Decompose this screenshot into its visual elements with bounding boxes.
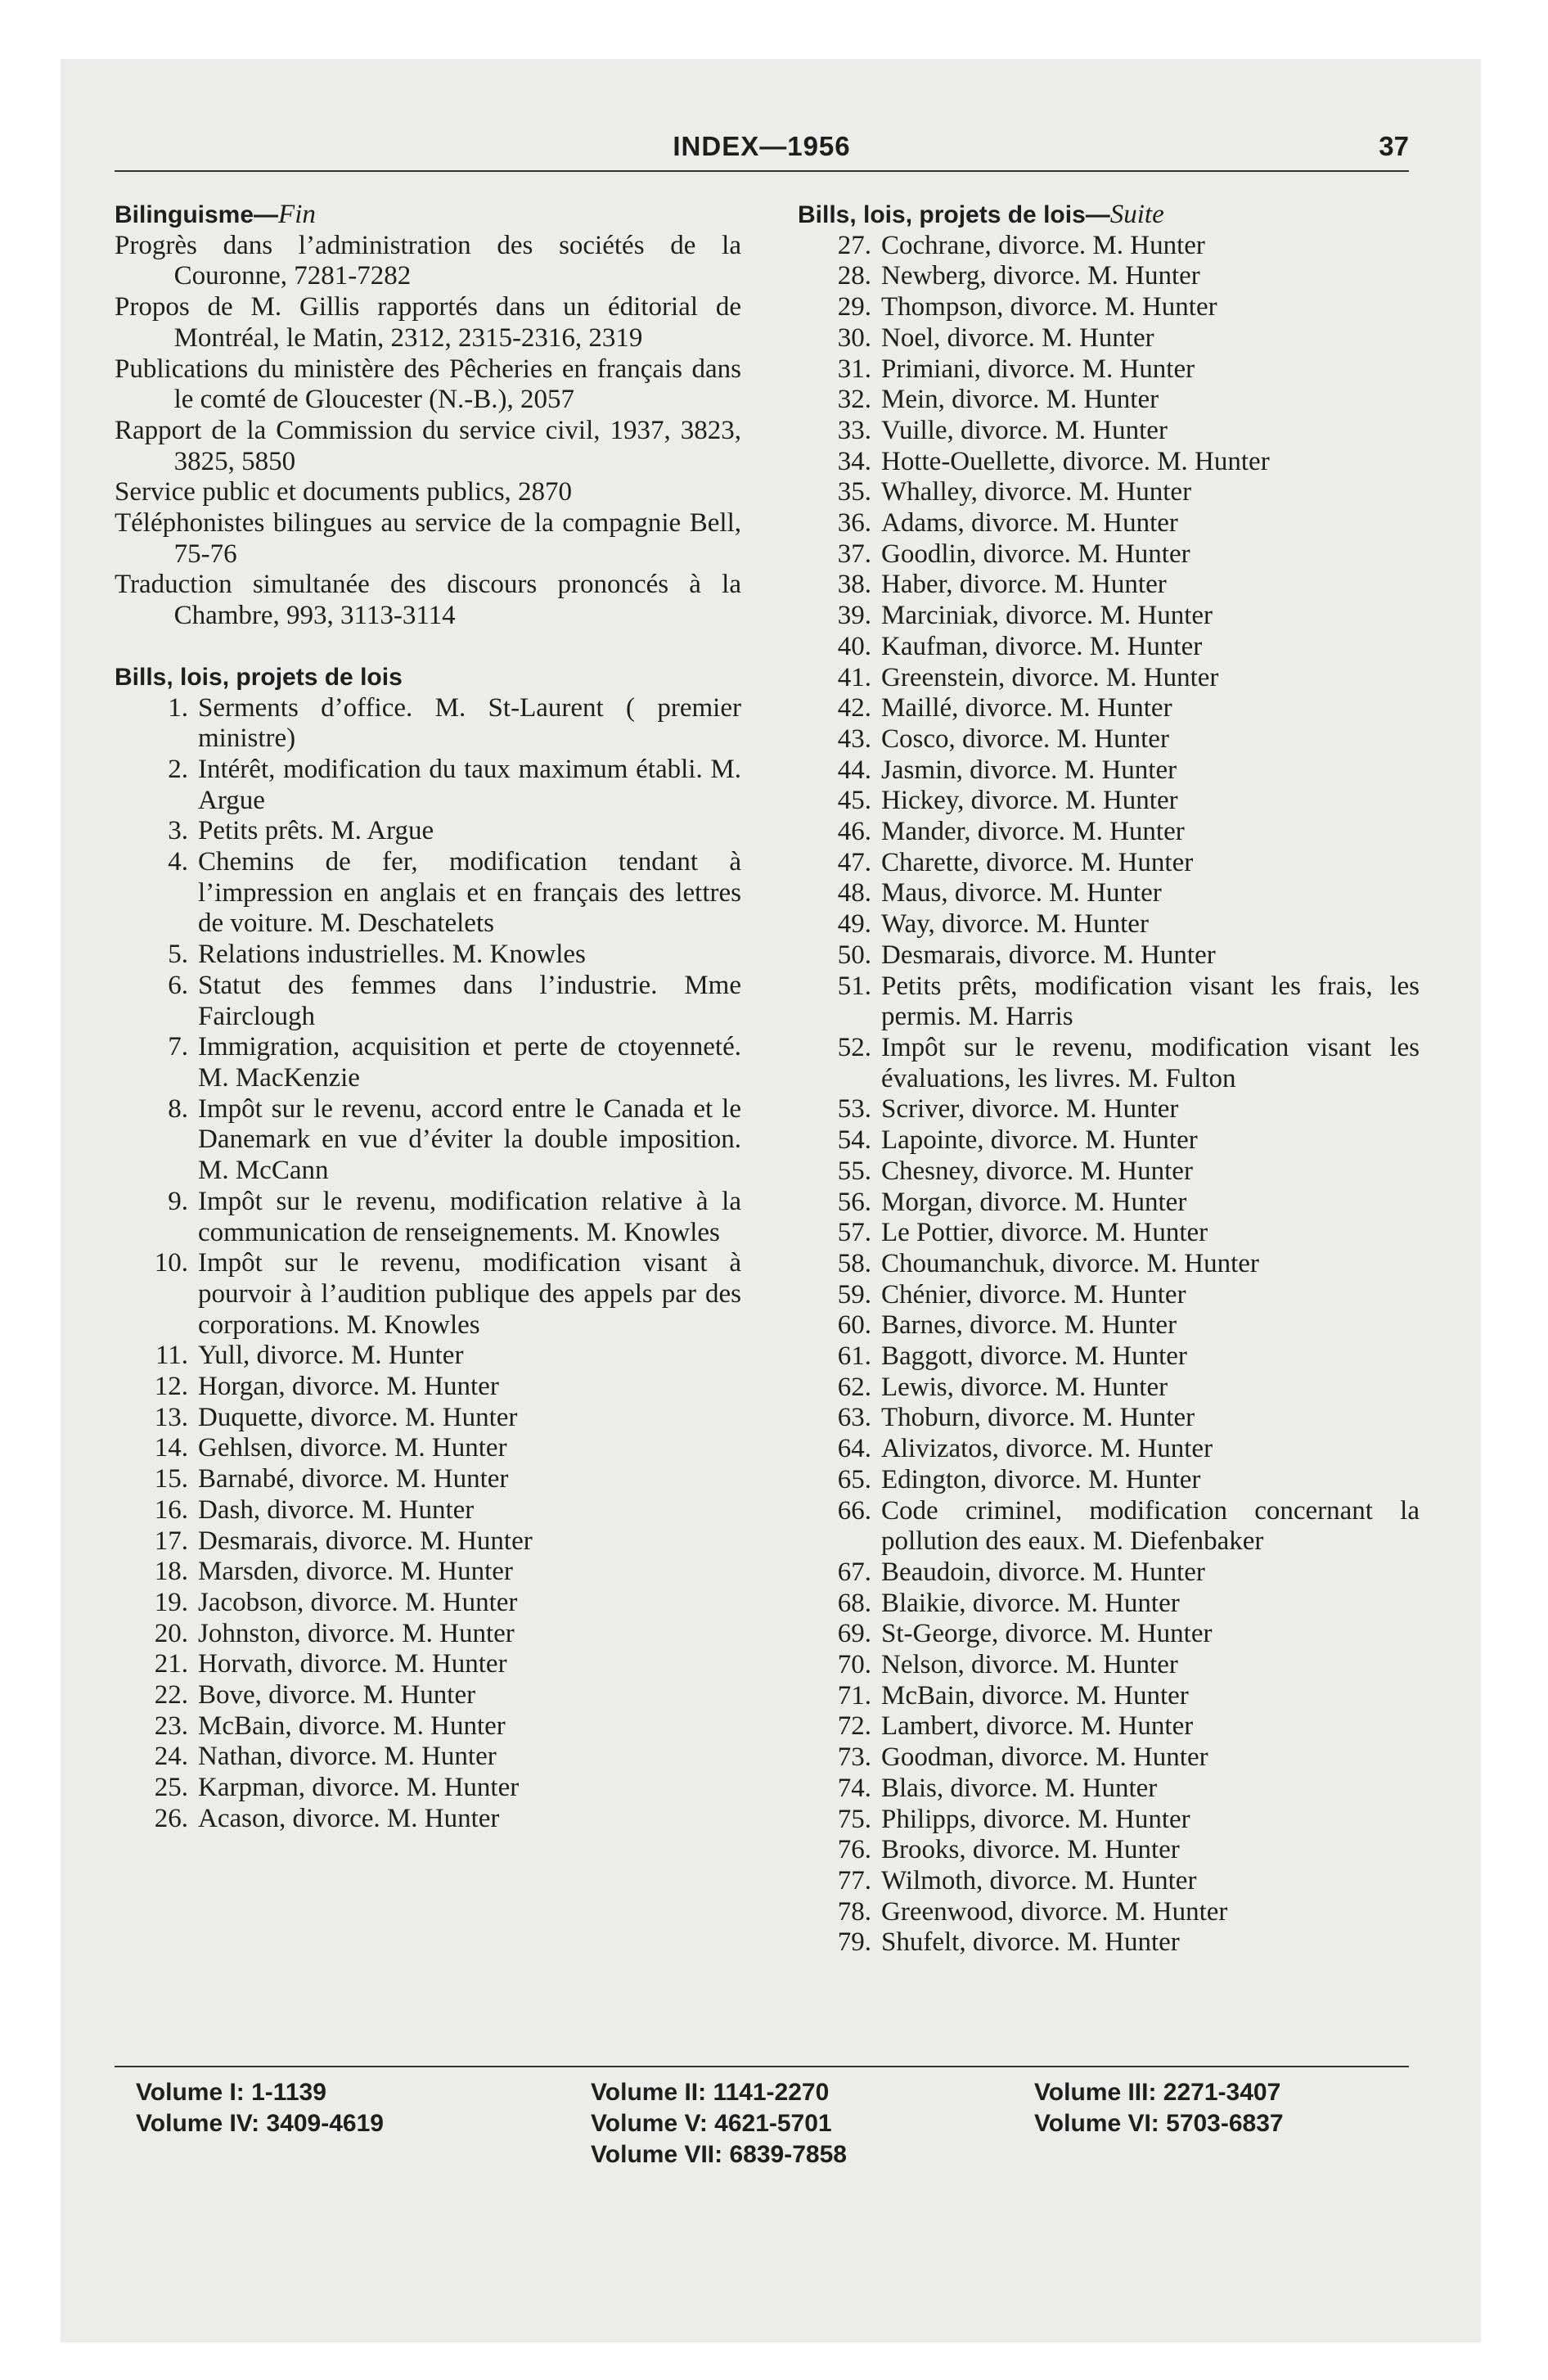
- bill-number: 1.: [168, 692, 188, 723]
- bill-item: [115, 1619, 741, 1650]
- bill-item: [798, 1897, 1420, 1928]
- bills-list-left: [115, 693, 741, 1835]
- bill-title: Thoburn, divorce. M. Hunter: [881, 1403, 1195, 1433]
- section-heading-bills-suite: [798, 200, 1420, 231]
- bill-title: Shufelt, divorce. M. Hunter: [881, 1927, 1180, 1958]
- bill-title: Scriver, divorce. M. Hunter: [881, 1094, 1179, 1125]
- bill-number: 21.: [154, 1649, 188, 1679]
- bill-item: [798, 1125, 1420, 1156]
- bill-title: Greenstein, divorce. M. Hunter: [881, 662, 1219, 692]
- bill-number: 77.: [837, 1865, 871, 1895]
- bill-title: Immigration, acquisition et perte de ctoyenneté. M. MacKenzie: [198, 1032, 741, 1093]
- bill-number: 52.: [837, 1032, 871, 1062]
- bill-title: Chesney, divorce. M. Hunter: [881, 1156, 1193, 1186]
- bill-number: 8.: [168, 1093, 188, 1124]
- bill-number: 67.: [837, 1557, 871, 1587]
- bill-number: 11.: [155, 1341, 188, 1371]
- bill-number: 59.: [837, 1279, 871, 1309]
- bill-item: [798, 385, 1420, 416]
- bill-number: 41.: [837, 662, 871, 692]
- bill-title: Karpman, divorce. M. Hunter: [198, 1773, 520, 1803]
- bill-number: 14.: [154, 1433, 188, 1463]
- bill-number: 62.: [837, 1372, 871, 1402]
- bill-number: 40.: [837, 631, 871, 661]
- bill-item: [798, 1742, 1420, 1774]
- bill-title: Adams, divorce. M. Hunter: [881, 508, 1178, 539]
- bill-title: McBain, divorce. M. Hunter: [198, 1711, 506, 1741]
- index-entry: Traduction simultanée des discours prononcés à la Chambre, 993, 3113-3114: [115, 570, 741, 631]
- bill-item: [115, 816, 741, 847]
- bill-item: [115, 1742, 741, 1773]
- page-header: [115, 131, 1409, 170]
- bill-number: 39.: [837, 601, 871, 631]
- bill-item: [798, 1835, 1420, 1866]
- bill-number: 76.: [837, 1835, 871, 1865]
- bill-item: [798, 1927, 1420, 1959]
- volume-label: Volume IV: 3409-4619: [136, 2110, 384, 2137]
- left-column: [115, 200, 741, 1835]
- index-entry: Publications du ministère des Pêcheries en français dans le comté de Gloucester (N.-B.), 2057: [115, 354, 741, 415]
- bill-item: [798, 1310, 1420, 1341]
- bill-item: [798, 940, 1420, 971]
- bill-item: [798, 1589, 1420, 1620]
- bill-item: [798, 1218, 1420, 1249]
- bill-number: 75.: [837, 1804, 871, 1834]
- bill-number: 32.: [837, 385, 871, 415]
- bill-title: Wilmoth, divorce. M. Hunter: [881, 1865, 1197, 1895]
- bill-item: [115, 1464, 741, 1495]
- bill-item: [115, 1495, 741, 1526]
- bill-number: 79.: [837, 1927, 871, 1958]
- bill-item: [798, 1373, 1420, 1404]
- bill-item: [798, 323, 1420, 354]
- index-title: INDEX—1956: [673, 131, 851, 161]
- bill-number: 63.: [837, 1403, 871, 1433]
- bill-title: Jasmin, divorce. M. Hunter: [881, 755, 1177, 785]
- volume-list-col1: [136, 2077, 384, 2139]
- bill-item: [798, 1711, 1420, 1742]
- bill-number: 36.: [837, 508, 871, 539]
- bill-title: Chénier, divorce. M. Hunter: [881, 1279, 1186, 1309]
- bill-item: [798, 909, 1420, 940]
- bill-number: 70.: [837, 1650, 871, 1680]
- bill-item: [115, 1032, 741, 1093]
- bill-item: [115, 1711, 741, 1742]
- bill-title: Whalley, divorce. M. Hunter: [881, 477, 1192, 507]
- bill-item: [798, 1094, 1420, 1125]
- bill-title: Hotte-Ouellette, divorce. M. Hunter: [881, 446, 1270, 476]
- bill-item: [798, 724, 1420, 755]
- bill-number: 3.: [168, 816, 188, 846]
- bill-title: Barnabé, divorce. M. Hunter: [198, 1464, 509, 1494]
- bill-item: [115, 1773, 741, 1804]
- bill-number: 35.: [837, 477, 871, 507]
- bill-number: 50.: [837, 940, 871, 970]
- bill-item: [115, 847, 741, 940]
- volume-label: Volume I: 1-1139: [136, 2079, 326, 2106]
- bill-title: Blais, divorce. M. Hunter: [881, 1773, 1158, 1803]
- bill-title: Desmarais, divorce. M. Hunter: [198, 1526, 533, 1556]
- bill-title: Charette, divorce. M. Hunter: [881, 847, 1194, 877]
- bill-number: 25.: [154, 1773, 188, 1803]
- bill-item: [798, 292, 1420, 323]
- bill-item: [115, 940, 741, 971]
- bill-item: [798, 1465, 1420, 1496]
- bill-title: Maus, divorce. M. Hunter: [881, 878, 1162, 908]
- bill-item: [798, 1496, 1420, 1557]
- bill-number: 17.: [154, 1526, 188, 1556]
- bill-title: Mein, divorce. M. Hunter: [881, 385, 1159, 415]
- bill-number: 56.: [837, 1187, 871, 1217]
- bill-number: 18.: [154, 1557, 188, 1587]
- bill-title: Maillé, divorce. M. Hunter: [881, 693, 1172, 723]
- bill-item: [798, 1033, 1420, 1094]
- bill-number: 49.: [837, 909, 871, 940]
- bill-number: 43.: [837, 723, 871, 754]
- volume-label: Volume V: 4621-5701: [591, 2110, 832, 2137]
- bill-title: Barnes, divorce. M. Hunter: [881, 1310, 1177, 1341]
- bill-item: [798, 817, 1420, 848]
- bill-number: 78.: [837, 1896, 871, 1927]
- bill-item: [115, 1372, 741, 1403]
- bill-number: 65.: [837, 1464, 871, 1494]
- bill-item: [798, 1866, 1420, 1897]
- bill-number: 9.: [168, 1186, 188, 1216]
- bill-number: 33.: [837, 415, 871, 445]
- bill-number: 51.: [837, 971, 871, 1001]
- bill-title: Petits prêts. M. Argue: [198, 816, 434, 846]
- bill-number: 53.: [837, 1094, 871, 1125]
- bill-title: Chemins de fer, modification tendant à l’impression en anglais et en français des lettres de voiture. M. Deschatelets: [198, 847, 741, 939]
- bill-title: Petits prêts, modification visant les frais, les permis. M. Harris: [881, 971, 1420, 1032]
- bill-title: Johnston, divorce. M. Hunter: [198, 1618, 515, 1648]
- bill-title: Way, divorce. M. Hunter: [881, 909, 1149, 940]
- bill-number: 45.: [837, 786, 871, 816]
- bill-title: Marsden, divorce. M. Hunter: [198, 1557, 513, 1587]
- bill-number: 6.: [168, 970, 188, 1000]
- bill-title: Goodman, divorce. M. Hunter: [881, 1742, 1208, 1773]
- bill-item: [798, 539, 1420, 570]
- bill-item: [115, 1248, 741, 1341]
- bill-item: [798, 693, 1420, 724]
- bill-title: Impôt sur le revenu, modification visant à pourvoir à l’audition publique des appels par des corporations. M. Knowles: [198, 1248, 741, 1340]
- bill-number: 73.: [837, 1742, 871, 1773]
- bill-number: 23.: [154, 1711, 188, 1741]
- bill-number: 19.: [154, 1587, 188, 1617]
- section-title: Bilinguisme—: [115, 201, 279, 228]
- bill-title: Noel, divorce. M. Hunter: [881, 322, 1154, 353]
- bill-item: [115, 1403, 741, 1434]
- bill-title: Morgan, divorce. M. Hunter: [881, 1187, 1187, 1217]
- volume-label: Volume II: 1141-2270: [591, 2079, 830, 2106]
- bill-item: [798, 1681, 1420, 1712]
- bill-number: 64.: [837, 1434, 871, 1464]
- bill-item: [115, 1187, 741, 1248]
- bill-item: [115, 693, 741, 755]
- bill-title: Acason, divorce. M. Hunter: [198, 1803, 500, 1833]
- bills-list-right: [798, 231, 1420, 1959]
- bill-item: [798, 848, 1420, 879]
- index-entry: Service public et documents publics, 2870: [115, 477, 573, 507]
- bill-number: 27.: [837, 230, 871, 260]
- bill-item: [115, 755, 741, 816]
- bill-title: Le Pottier, divorce. M. Hunter: [881, 1218, 1208, 1248]
- bill-title: Greenwood, divorce. M. Hunter: [881, 1896, 1228, 1927]
- bill-item: [798, 416, 1420, 447]
- bill-number: 57.: [837, 1218, 871, 1248]
- bill-title: Haber, divorce. M. Hunter: [881, 570, 1167, 600]
- bill-title: Cosco, divorce. M. Hunter: [881, 723, 1169, 754]
- bill-title: Relations industrielles. M. Knowles: [198, 940, 586, 970]
- bill-number: 20.: [154, 1618, 188, 1648]
- bill-number: 34.: [837, 446, 871, 476]
- bill-item: [115, 1804, 741, 1835]
- bill-item: [798, 447, 1420, 478]
- bill-item: [115, 1094, 741, 1187]
- bill-item: [115, 1680, 741, 1711]
- bill-number: 47.: [837, 847, 871, 877]
- bill-number: 5.: [168, 940, 188, 970]
- bill-title: Alivizatos, divorce. M. Hunter: [881, 1434, 1213, 1464]
- bill-title: Nathan, divorce. M. Hunter: [198, 1742, 497, 1772]
- bill-item: [798, 477, 1420, 508]
- bill-number: 60.: [837, 1310, 871, 1341]
- bill-number: 13.: [154, 1402, 188, 1432]
- bill-number: 61.: [837, 1341, 871, 1372]
- bill-number: 28.: [837, 261, 871, 291]
- bill-title: Lapointe, divorce. M. Hunter: [881, 1125, 1198, 1156]
- index-entry: Progrès dans l’administration des sociétés de la Couronne, 7281-7282: [115, 230, 741, 291]
- bill-item: [798, 1249, 1420, 1280]
- bill-title: Lambert, divorce. M. Hunter: [881, 1711, 1194, 1742]
- bilinguisme-entries: [115, 231, 741, 632]
- bill-title: Code criminel, modification concernant la pollution des eaux. M. Diefenbaker: [881, 1495, 1420, 1557]
- bill-number: 26.: [154, 1803, 188, 1833]
- bill-title: Gehlsen, divorce. M. Hunter: [198, 1433, 507, 1463]
- bill-title: McBain, divorce. M. Hunter: [881, 1680, 1189, 1711]
- bill-item: [798, 878, 1420, 909]
- bill-title: Intérêt, modification du taux maximum établi. M. Argue: [198, 754, 741, 815]
- bill-number: 54.: [837, 1125, 871, 1156]
- bill-title: Kaufman, divorce. M. Hunter: [881, 631, 1203, 661]
- bill-number: 7.: [168, 1032, 188, 1062]
- bill-title: Serments d’office. M. St-Laurent ( premier ministre): [198, 692, 741, 754]
- bill-number: 30.: [837, 322, 871, 353]
- bill-number: 15.: [154, 1464, 188, 1494]
- bill-title: Nelson, divorce. M. Hunter: [881, 1650, 1178, 1680]
- bill-title: Yull, divorce. M. Hunter: [198, 1341, 464, 1371]
- bill-item: [115, 1341, 741, 1372]
- bill-number: 12.: [154, 1372, 188, 1402]
- bill-item: [798, 1774, 1420, 1805]
- bill-item: [798, 663, 1420, 694]
- bill-title: Impôt sur le revenu, modification visant les évaluations, les livres. M. Fulton: [881, 1032, 1420, 1093]
- bill-title: Horvath, divorce. M. Hunter: [198, 1649, 507, 1679]
- bill-item: [798, 1434, 1420, 1465]
- bill-title: Vuille, divorce. M. Hunter: [881, 415, 1168, 445]
- footer-rule: [115, 2066, 1409, 2067]
- bill-title: Primiani, divorce. M. Hunter: [881, 354, 1195, 384]
- index-entry: Propos de M. Gillis rapportés dans un éditorial de Montréal, le Matin, 2312, 2315-2316, 2319: [115, 292, 741, 353]
- bill-item: [115, 1526, 741, 1557]
- bill-number: 55.: [837, 1156, 871, 1186]
- volume-label: Volume VI: 5703-6837: [1034, 2110, 1284, 2137]
- bill-item: [798, 755, 1420, 787]
- bill-item: [798, 508, 1420, 539]
- bill-title: Impôt sur le revenu, accord entre le Canada et le Danemark en vue d’éviter la double imposition. M. McCann: [198, 1093, 741, 1186]
- volume-label: Volume III: 2271-3407: [1034, 2079, 1281, 2106]
- section-title: Bills, lois, projets de lois—: [798, 201, 1110, 228]
- bill-number: 58.: [837, 1248, 871, 1278]
- bill-item: [798, 1280, 1420, 1311]
- bill-title: Beaudoin, divorce. M. Hunter: [881, 1557, 1205, 1587]
- bill-title: Mander, divorce. M. Hunter: [881, 817, 1185, 847]
- bill-title: Desmarais, divorce. M. Hunter: [881, 940, 1216, 970]
- bill-title: Goodlin, divorce. M. Hunter: [881, 539, 1190, 569]
- bill-number: 68.: [837, 1588, 871, 1618]
- bill-number: 10.: [154, 1248, 188, 1278]
- bill-number: 42.: [837, 693, 871, 723]
- bill-item: [798, 261, 1420, 292]
- bill-item: [798, 1188, 1420, 1219]
- bill-title: Cochrane, divorce. M. Hunter: [881, 230, 1205, 260]
- bill-number: 22.: [154, 1680, 188, 1711]
- bill-item: [798, 1619, 1420, 1650]
- bill-item: [798, 1403, 1420, 1434]
- bill-item: [798, 786, 1420, 817]
- bill-title: Philipps, divorce. M. Hunter: [881, 1804, 1190, 1834]
- bill-title: Dash, divorce. M. Hunter: [198, 1494, 475, 1525]
- bill-number: 4.: [168, 847, 188, 877]
- bill-title: Horgan, divorce. M. Hunter: [198, 1372, 499, 1402]
- bill-number: 69.: [837, 1619, 871, 1649]
- bill-item: [798, 632, 1420, 663]
- bill-number: 44.: [837, 755, 871, 785]
- bill-item: [115, 1588, 741, 1619]
- volume-list-col3: [1034, 2077, 1284, 2139]
- section-title-suffix: Fin: [278, 200, 316, 229]
- bill-number: 31.: [837, 354, 871, 384]
- bill-title: Statut des femmes dans l’industrie. Mme Fairclough: [198, 970, 741, 1031]
- bill-number: 2.: [168, 754, 188, 784]
- bill-item: [115, 971, 741, 1032]
- bill-item: [798, 601, 1420, 632]
- bill-title: Baggott, divorce. M. Hunter: [881, 1341, 1187, 1372]
- volume-list-col2: [591, 2077, 847, 2170]
- index-entry: Téléphonistes bilingues au service de la compagnie Bell, 75-76: [115, 508, 741, 569]
- bill-number: 72.: [837, 1711, 871, 1742]
- bill-item: [798, 1156, 1420, 1188]
- bill-item: [798, 1805, 1420, 1836]
- bill-title: St-George, divorce. M. Hunter: [881, 1619, 1213, 1649]
- bill-title: Impôt sur le revenu, modification relative à la communication de renseignements. M. Knowles: [198, 1186, 741, 1247]
- bill-number: 24.: [154, 1742, 188, 1772]
- bill-title: Bove, divorce. M. Hunter: [198, 1680, 476, 1711]
- bill-number: 66.: [837, 1495, 871, 1526]
- bill-item: [115, 1557, 741, 1588]
- bill-title: Newberg, divorce. M. Hunter: [881, 261, 1200, 291]
- bill-title: Marciniak, divorce. M. Hunter: [881, 601, 1213, 631]
- bill-title: Edington, divorce. M. Hunter: [881, 1464, 1201, 1494]
- bill-number: 71.: [837, 1680, 871, 1711]
- bill-item: [798, 1650, 1420, 1681]
- bill-item: [798, 1557, 1420, 1589]
- bill-title: Lewis, divorce. M. Hunter: [881, 1372, 1168, 1402]
- bill-number: 48.: [837, 878, 871, 908]
- bill-title: Blaikie, divorce. M. Hunter: [881, 1588, 1180, 1618]
- bill-number: 46.: [837, 817, 871, 847]
- bill-title: Thompson, divorce. M. Hunter: [881, 292, 1217, 322]
- bill-title: Hickey, divorce. M. Hunter: [881, 786, 1178, 816]
- bill-number: 38.: [837, 570, 871, 600]
- bill-title: Brooks, divorce. M. Hunter: [881, 1835, 1180, 1865]
- header-rule: [115, 170, 1409, 172]
- volume-label: Volume VII: 6839-7858: [591, 2141, 847, 2168]
- bill-item: [798, 570, 1420, 601]
- bill-item: [798, 1341, 1420, 1373]
- bill-number: 74.: [837, 1773, 871, 1803]
- bill-title: Duquette, divorce. M. Hunter: [198, 1402, 518, 1432]
- right-column: [798, 200, 1420, 1959]
- bill-title: Choumanchuk, divorce. M. Hunter: [881, 1248, 1259, 1278]
- bill-number: 37.: [837, 539, 871, 569]
- section-heading-bills: Bills, lois, projets de lois: [115, 663, 403, 691]
- bill-item: [115, 1433, 741, 1464]
- bill-item: [115, 1649, 741, 1680]
- bill-title: Jacobson, divorce. M. Hunter: [198, 1587, 518, 1617]
- bill-item: [798, 231, 1420, 262]
- bill-item: [798, 971, 1420, 1033]
- page-number: 37: [1379, 131, 1409, 161]
- section-heading-bilinguisme: [115, 200, 741, 231]
- bill-number: 16.: [154, 1494, 188, 1525]
- bill-item: [798, 354, 1420, 385]
- section-title-suffix: Suite: [1109, 200, 1164, 229]
- index-entry: Rapport de la Commission du service civil, 1937, 3823, 3825, 5850: [115, 415, 741, 476]
- bill-number: 29.: [837, 292, 871, 322]
